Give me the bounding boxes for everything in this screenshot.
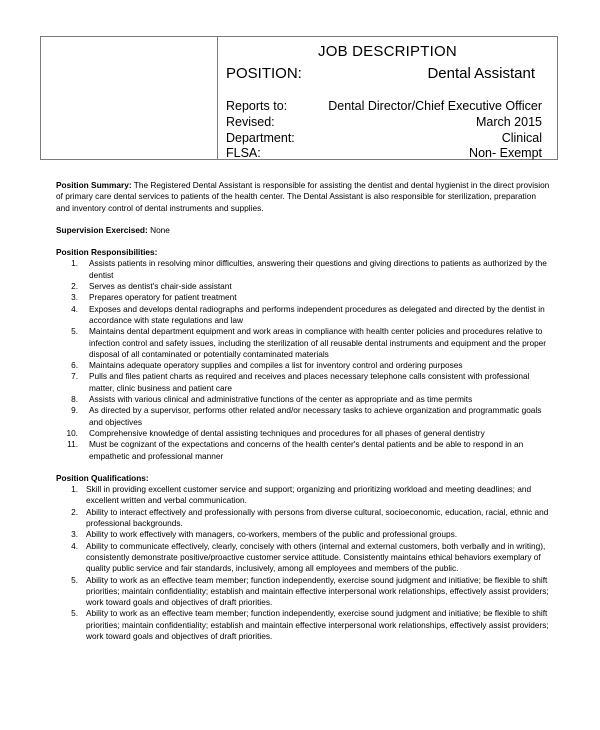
item-number: 5. [71,574,78,585]
item-text: Prepares operatory for patient treatment [89,292,237,303]
item-text: Ability to work effectively with managers, co-workers, members of the public and professional groups. [86,529,458,540]
list-item [56,507,550,530]
header-left-cell [41,37,218,159]
list-item [56,428,550,439]
list-item [56,439,550,462]
item-text: Serves as dentist's chair-side assistant [89,281,232,292]
list-item [56,575,550,609]
position-summary [56,180,550,214]
item-text: Ability to work as an effective team member; function independently, exercise sound judgment and initiative; be flexible to shift priorities; maintain confidentiality; establish and maintain effective interpersonal work relationships, effectively assist providers; work toward goals and objectives of draft priorities. [86,608,549,641]
supervision-text: None [150,224,170,235]
header-row-reports-to [226,99,542,115]
list-item [56,304,550,327]
header-row-department [226,131,542,147]
item-text: Comprehensive knowledge of dental assisting techniques and procedures for all phases of general dentistry [89,427,485,438]
item-number: 4. [71,303,78,314]
item-text: Skill in providing excellent customer service and support; organizing and prioritizing workload and meeting deadlines; and excellent written and verbal communication. [86,484,532,506]
position-value: Dental Assistant [427,65,535,82]
position-label: POSITION: [226,65,302,82]
item-text: Must be cognizant of the expectations and concerns of the health center's dental patients and be able to respond in an empathetic and professional manner [89,439,524,461]
list-item [56,529,550,540]
item-text: Ability to work as an effective team member; function independently, exercise sound judgment and initiative; be flexible to shift priorities; maintain confidentiality; establish and maintain effective interpersonal work relationships, effectively assist providers; work toward goals and objectives of draft priorities. [86,574,549,608]
item-number: 3. [71,292,78,303]
item-text: Ability to interact effectively and professionally with persons from diverse cultural, socioeconomic, education, racial, ethnic and professional backgrounds. [86,506,549,529]
item-text: Maintains adequate operatory supplies and compiles a list for inventory control and ordering purposes [89,360,463,371]
row-label: Department: [226,131,295,145]
qualifications-title: Position Qualifications: [56,472,149,483]
item-text: Pulls and files patient charts as required and receives and places necessary telephone calls consistent with professional matter, clinic business and patient care [89,371,530,393]
item-text: Ability to communicate effectively, clearly, concisely with others (internal and external customers, both verbally and in writing), consistently demonstrate positive/proactive customer service attitude. Consistently maintains ethical behaviors exemplary of quality public service and fair standards, inclusively, among all employees and members of the public. [86,540,546,574]
row-value: Clinical [501,131,542,145]
item-text: Assists with various clinical and administrative functions of the center as appropriate and as time permits [89,394,473,405]
summary-text: The Registered Dental Assistant is responsible for assisting the dentist and dental hygienist in the direct provision of primary care dental services to patients of the health center. The Dental Assistant is also responsible for sterilization, preparation and inventory control of dental instruments and supplies. [56,180,550,213]
document-body [56,180,550,642]
responsibilities-title: Position Responsibilities: [56,247,158,258]
item-number: 2. [71,506,78,517]
list-item [56,292,550,303]
item-text: Assists patients in resolving minor difficulties, answering their questions and giving directions to patients as authorized by the dentist [89,258,547,280]
item-number: 8. [71,394,78,405]
item-number: 10. [66,427,78,438]
list-item [56,371,550,394]
list-item [56,484,550,507]
row-label: FLSA: [226,146,261,160]
item-number: 11. [67,439,78,450]
item-number: 7. [71,371,78,382]
list-item [56,541,550,575]
header-right-cell [218,37,557,159]
header-table [40,36,558,160]
spacer [56,214,550,225]
document-title: JOB DESCRIPTION [318,43,457,60]
responsibilities-list [56,258,550,461]
item-number: 2. [71,281,78,292]
list-item [56,360,550,371]
item-number: 1. [71,484,78,495]
row-value: Non- Exempt [469,146,542,160]
spacer [56,236,550,247]
row-value: March 2015 [475,115,542,129]
list-item [56,608,550,642]
supervision-exercised [56,225,550,236]
supervision-label: Supervision Exercised: [56,224,148,235]
row-value: Dental Director/Chief Executive Officer [328,99,542,113]
item-text: Exposes and develops dental radiographs and performs independent procedures as delegated and directed by the dentist in accordance with state regulations and law [89,303,545,325]
qualifications-list [56,484,550,642]
list-item [56,281,550,292]
item-number: 9. [71,405,78,416]
item-number: 5. [71,326,78,337]
list-item [56,405,550,428]
row-label: Reports to: [226,99,288,113]
item-number: 3. [71,529,78,540]
item-number: 4. [71,540,78,551]
list-item [56,394,550,405]
item-number: 1. [71,258,78,269]
item-number: 6. [71,360,78,371]
list-item [56,258,550,281]
spacer [56,462,550,473]
item-text: Maintains dental department equipment and work areas in compliance with health center policies and procedures relative to infection control and safety issues, including the sterilization of all reusable dental instruments and equipment and the proper disposal of all contaminated or potentially contaminated materials [89,326,547,359]
header-row-revised [226,115,542,131]
item-text: As directed by a supervisor, performs other related and/or necessary tasks to achieve organization and programmatic goals and objectives [89,405,542,427]
summary-label: Position Summary: [56,180,132,190]
header-row-flsa [226,146,542,162]
row-label: Revised: [226,115,275,129]
list-item [56,326,550,360]
item-number: 5. [71,608,78,619]
